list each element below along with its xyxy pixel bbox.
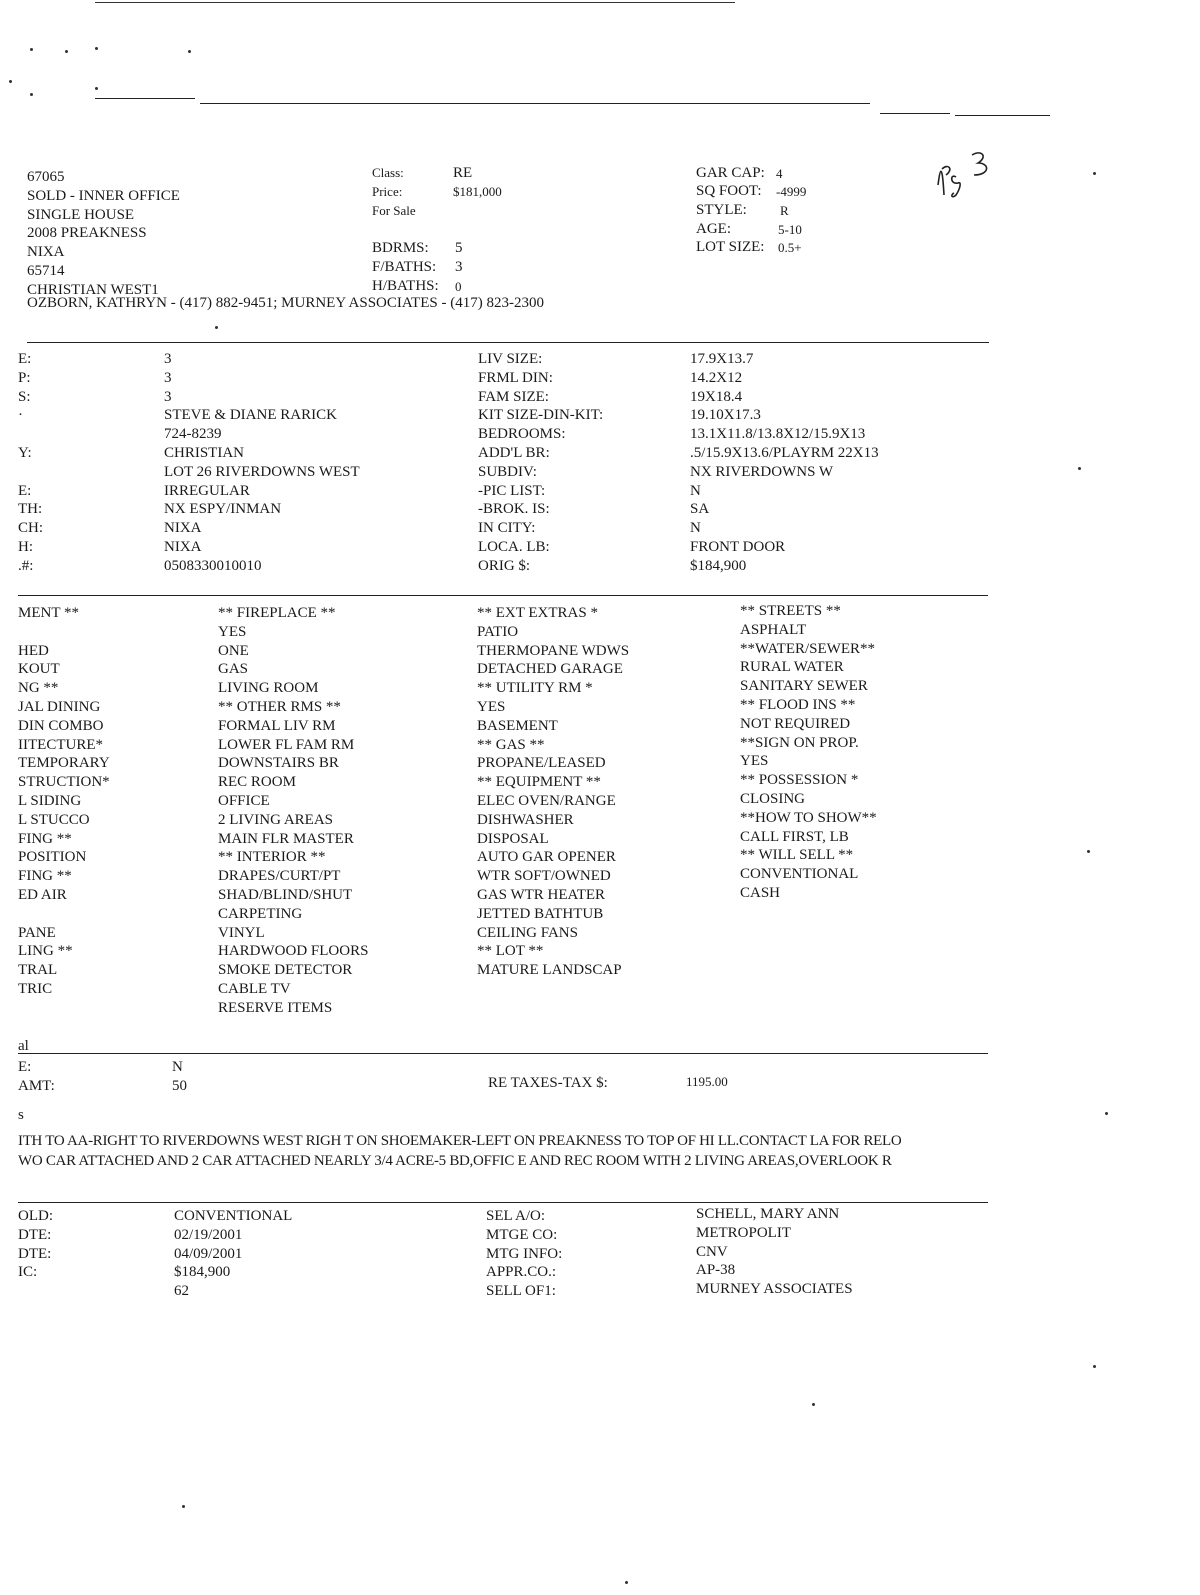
sale-label: SEL A/O:: [486, 1208, 546, 1224]
feature-item: ** OTHER RMS **: [218, 698, 341, 715]
feature-item: NOT REQUIRED: [740, 715, 851, 732]
feature-item: ELEC OVEN/RANGE: [477, 792, 616, 809]
speck: [95, 87, 98, 90]
price-value: $181,000: [453, 184, 502, 199]
sale-label: SELL OF1:: [486, 1283, 556, 1300]
detail-value: LOT 26 RIVERDOWNS WEST: [164, 463, 360, 480]
sale-label: [18, 1282, 53, 1301]
feature-item: DISHWASHER: [477, 811, 574, 828]
feature-item: REC ROOM: [218, 774, 296, 791]
sale-left-values: [174, 1207, 292, 1301]
detail-label: TH:: [18, 501, 43, 518]
feature-item: BASEMENT: [477, 717, 558, 734]
feature-item: THERMOPANE WDWS: [477, 642, 630, 659]
feature-item: CARPETING: [218, 905, 303, 922]
detail-value: NIXA: [164, 520, 202, 537]
feature-item: GAS WTR HEATER: [477, 886, 606, 903]
detail-label: FAM SIZE:: [478, 388, 549, 405]
feature-item: HARDWOOD FLOORS: [218, 943, 369, 960]
feature-item: [18, 623, 110, 642]
feature-item: CASH: [740, 884, 781, 901]
sale-right-values: [696, 1205, 853, 1299]
detail-value: 3: [164, 369, 172, 386]
header-rule-top: [95, 98, 195, 99]
detail-value: N: [690, 482, 701, 499]
feature-item: CONVENTIONAL: [740, 866, 859, 883]
detail-label: ORIG $:: [478, 557, 531, 574]
fbaths-value: 3: [455, 259, 463, 275]
taxes-row1-value: N: [172, 1059, 183, 1075]
detail-label: CH:: [18, 520, 44, 537]
property-county: CHRISTIAN WEST1: [27, 281, 159, 298]
lotsize-label: LOT SIZE:: [696, 239, 765, 255]
speck: [625, 1581, 628, 1584]
feature-item: DIN COMBO: [18, 717, 104, 734]
feature-item: ** WILL SELL **: [740, 847, 854, 864]
feature-item: LOWER FL FAM RM: [218, 736, 355, 753]
feature-item: CEILING FANS: [477, 924, 578, 941]
property-zip: 65714: [27, 262, 65, 279]
feature-item: L STUCCO: [18, 811, 90, 828]
speck: [1078, 467, 1081, 470]
detail-label: .#:: [18, 557, 34, 574]
age-value: 5-10: [778, 222, 802, 237]
fbaths-label: F/BATHS:: [372, 259, 437, 275]
detail-label: H:: [18, 538, 33, 555]
feature-item: L SIDING: [18, 792, 82, 809]
listing-status: SOLD - INNER OFFICE: [27, 187, 180, 204]
detail-value: $184,900: [690, 557, 747, 574]
detail-label: S:: [18, 388, 31, 405]
detail-label: [18, 425, 43, 444]
feature-item: DISPOSAL: [477, 830, 549, 847]
feature-item: FING **: [18, 868, 72, 885]
feature-item: ** FLOOD INS **: [740, 696, 856, 713]
feature-item: OFFICE: [218, 792, 270, 809]
speck: [1087, 850, 1090, 853]
speck: [1093, 172, 1096, 175]
taxes-row1-label: E:: [18, 1059, 32, 1075]
feature-item: PATIO: [477, 623, 519, 640]
sale-value: AP-38: [696, 1262, 736, 1279]
feature-item: FING **: [18, 830, 72, 847]
remarks-section-head: s: [18, 1107, 24, 1123]
feature-item: **SIGN ON PROP.: [740, 734, 859, 751]
feature-item: TRIC: [18, 980, 53, 997]
feature-item: ** UTILITY RM *: [477, 680, 593, 697]
header-rule-right-b: [955, 115, 1050, 116]
sale-right-labels: [486, 1207, 562, 1301]
hbaths-value: 0: [455, 279, 462, 294]
feature-item: ** FIREPLACE **: [218, 605, 336, 621]
speck: [65, 50, 68, 53]
feature-item: ASPHALT: [740, 621, 807, 638]
features-col-2: [218, 604, 368, 1018]
speck: [30, 93, 33, 96]
feature-item: PROPANE/LEASED: [477, 755, 606, 772]
detail-label: ADD'L BR:: [478, 444, 550, 461]
garcap-label: GAR CAP:: [696, 165, 765, 181]
sale-value: SCHELL, MARY ANN: [696, 1206, 840, 1222]
feature-item: RURAL WATER: [740, 659, 844, 676]
feature-item: 2 LIVING AREAS: [218, 811, 333, 828]
feature-item: MATURE LANDSCAP: [477, 962, 622, 979]
feature-item: PANE: [18, 924, 56, 941]
detail-value: 19X18.4: [690, 388, 743, 405]
feature-item: DETACHED GARAGE: [477, 661, 623, 678]
speck: [182, 1505, 185, 1508]
detail-value: STEVE & DIANE RARICK: [164, 407, 337, 424]
sqfoot-label: SQ FOOT:: [696, 183, 762, 199]
speck: [215, 326, 218, 329]
re-taxes-value: 1195.00: [686, 1074, 728, 1089]
feature-item: MENT **: [18, 605, 79, 621]
detail-value: 3: [164, 388, 172, 405]
detail-value: 17.9X13.7: [690, 351, 754, 367]
feature-item: [18, 905, 110, 924]
feature-item: CABLE TV: [218, 980, 291, 997]
feature-item: VINYL: [218, 924, 265, 941]
detail-value: FRONT DOOR: [690, 538, 786, 555]
detail-value: .5/15.9X13.6/PLAYRM 22X13: [690, 444, 879, 461]
feature-item: LIVING ROOM: [218, 680, 319, 697]
feature-item: ** STREETS **: [740, 603, 841, 619]
detail-value: 14.2X12: [690, 369, 743, 386]
listing-number: 67065: [27, 169, 65, 185]
detail-label: Y:: [18, 444, 32, 461]
sqfoot-value: -4999: [776, 184, 807, 199]
sale-label: APPR.CO.:: [486, 1264, 557, 1281]
detail-value: 0508330010010: [164, 557, 262, 574]
feature-item: NG **: [18, 680, 59, 697]
remarks-line-2: WO CAR ATTACHED AND 2 CAR ATTACHED NEARLY 3/4 ACRE-5 BD,OFFIC E AND REC ROOM WITH 2 LIVING AREAS,OVERLOOK R: [18, 1153, 892, 1169]
feature-item: ED AIR: [18, 886, 67, 903]
feature-item: MAIN FLR MASTER: [218, 830, 354, 847]
feature-item: TEMPORARY: [18, 755, 110, 772]
feature-item: ** GAS **: [477, 736, 545, 753]
sale-label: DTE:: [18, 1245, 52, 1262]
speck: [9, 80, 12, 83]
speck: [1093, 1365, 1096, 1368]
feature-item: HED: [18, 642, 49, 659]
sale-value: $184,900: [174, 1264, 231, 1281]
features-col-3: [477, 604, 629, 980]
feature-item: **WATER/SEWER**: [740, 640, 875, 657]
details-right-labels: [478, 350, 603, 576]
details-right-values: [690, 350, 879, 576]
feature-item: DOWNSTAIRS BR: [218, 755, 339, 772]
feature-item: **HOW TO SHOW**: [740, 809, 877, 826]
taxes-section-head: al: [18, 1038, 29, 1054]
speck: [1105, 1112, 1108, 1115]
divider-header: [27, 342, 989, 343]
sale-value: 04/09/2001: [174, 1245, 243, 1262]
age-label: AGE:: [696, 221, 731, 237]
bdrms-label: BDRMS:: [372, 240, 429, 256]
detail-value: CHRISTIAN: [164, 444, 245, 461]
detail-value: 19.10X17.3: [690, 407, 761, 424]
feature-item: DRAPES/CURT/PT: [218, 868, 341, 885]
feature-item: RESERVE ITEMS: [218, 999, 333, 1016]
sale-label: MTGE CO:: [486, 1226, 558, 1243]
speck: [30, 48, 33, 51]
feature-item: ** EQUIPMENT **: [477, 774, 601, 791]
details-left-labels: [18, 350, 43, 576]
sale-value: MURNEY ASSOCIATES: [696, 1281, 853, 1298]
speck: [95, 47, 98, 50]
feature-item: JAL DINING: [18, 698, 101, 715]
price-label: Price:: [372, 184, 403, 199]
detail-label: FRML DIN:: [478, 369, 553, 386]
detail-label: LOCA. LB:: [478, 538, 550, 555]
sale-label: OLD:: [18, 1208, 53, 1224]
sale-value: METROPOLIT: [696, 1224, 791, 1241]
for-sale-label: For Sale: [372, 203, 416, 218]
detail-label: -PIC LIST:: [478, 482, 546, 499]
class-value: RE: [453, 165, 473, 181]
speck: [188, 50, 191, 53]
feature-item: POSITION: [18, 849, 87, 866]
hbaths-label: H/BATHS:: [372, 278, 439, 294]
taxes-row2-value: 50: [172, 1078, 187, 1094]
feature-item: GAS: [218, 661, 249, 678]
detail-value: N: [690, 520, 701, 537]
sale-label: MTG INFO:: [486, 1245, 563, 1262]
feature-item: ** LOT **: [477, 943, 544, 960]
feature-item: ** INTERIOR **: [218, 849, 326, 866]
class-label: Class:: [372, 165, 404, 180]
property-type: SINGLE HOUSE: [27, 206, 135, 223]
detail-label: E:: [18, 351, 32, 367]
detail-label: IN CITY:: [478, 520, 536, 537]
feature-item: FORMAL LIV RM: [218, 717, 336, 734]
feature-item: YES: [218, 623, 247, 640]
feature-item: LING **: [18, 943, 73, 960]
garcap-value: 4: [776, 166, 783, 181]
detail-label: SUBDIV:: [478, 463, 537, 480]
feature-item: ONE: [218, 642, 249, 659]
detail-value: 13.1X11.8/13.8X12/15.9X13: [690, 426, 866, 443]
divider-sale: [18, 1202, 988, 1203]
property-address: 2008 PREAKNESS: [27, 225, 147, 242]
speck: [812, 1403, 815, 1406]
bdrms-value: 5: [455, 240, 463, 256]
detail-label: LIV SIZE:: [478, 351, 543, 367]
detail-label: -BROK. IS:: [478, 501, 550, 518]
feature-item: SANITARY SEWER: [740, 678, 868, 695]
detail-value: NIXA: [164, 538, 202, 555]
feature-item: ** EXT EXTRAS *: [477, 605, 598, 621]
feature-item: WTR SOFT/OWNED: [477, 868, 611, 885]
header-left-block: [27, 168, 180, 300]
sale-value: 62: [174, 1283, 189, 1300]
sale-left-labels: [18, 1207, 53, 1301]
detail-value: 724-8239: [164, 426, 222, 443]
detail-value: 3: [164, 351, 172, 367]
details-left-values: [164, 350, 360, 576]
top-edge-line: [95, 2, 735, 3]
detail-label: [18, 463, 43, 482]
feature-item: YES: [477, 698, 506, 715]
style-label: STYLE:: [696, 202, 747, 218]
detail-value: NX RIVERDOWNS W: [690, 463, 834, 480]
feature-item: YES: [740, 753, 769, 770]
detail-value: SA: [690, 501, 710, 518]
detail-label: ·: [18, 407, 23, 424]
feature-item: ** POSSESSION *: [740, 772, 859, 789]
remarks-line-1: ITH TO AA-RIGHT TO RIVERDOWNS WEST RIGH T ON SHOEMAKER-LEFT ON PREAKNESS TO TOP OF HI LL.CONTACT LA FOR RELO: [18, 1133, 902, 1149]
detail-label: BEDROOMS:: [478, 426, 566, 443]
sale-value: CONVENTIONAL: [174, 1208, 293, 1224]
taxes-row2-label: AMT:: [18, 1078, 55, 1094]
lotsize-value: 0.5+: [778, 240, 802, 255]
feature-item: KOUT: [18, 661, 60, 678]
detail-value: IRREGULAR: [164, 482, 250, 499]
feature-item: CLOSING: [740, 790, 806, 807]
features-col-4: [740, 602, 877, 903]
divider-details: [18, 595, 988, 596]
feature-item: IITECTURE*: [18, 736, 103, 753]
sale-value: 02/19/2001: [174, 1226, 243, 1243]
divider-taxes: [18, 1053, 988, 1054]
feature-item: AUTO GAR OPENER: [477, 849, 616, 866]
feature-item: STRUCTION*: [18, 774, 110, 791]
feature-item: SMOKE DETECTOR: [218, 962, 353, 979]
detail-label: P:: [18, 369, 31, 386]
header-rule-main: [200, 103, 870, 104]
sale-label: DTE:: [18, 1226, 52, 1243]
sale-label: IC:: [18, 1264, 38, 1281]
header-rule-right-a: [880, 113, 950, 114]
style-value: R: [780, 203, 789, 218]
listing-agents: OZBORN, KATHRYN - (417) 882-9451; MURNEY ASSOCIATES - (417) 823-2300: [27, 295, 544, 311]
detail-label: E:: [18, 482, 32, 499]
features-col-1: [18, 604, 110, 999]
re-taxes-label: RE TAXES-TAX $:: [488, 1075, 608, 1091]
handwritten-page-note: [930, 145, 1010, 205]
property-city: NIXA: [27, 244, 65, 261]
feature-item: SHAD/BLIND/SHUT: [218, 886, 353, 903]
feature-item: JETTED BATHTUB: [477, 905, 604, 922]
sale-value: CNV: [696, 1243, 728, 1260]
detail-label: KIT SIZE-DIN-KIT:: [478, 407, 604, 424]
feature-item: TRAL: [18, 962, 58, 979]
detail-value: NX ESPY/INMAN: [164, 501, 282, 518]
feature-item: CALL FIRST, LB: [740, 828, 849, 845]
